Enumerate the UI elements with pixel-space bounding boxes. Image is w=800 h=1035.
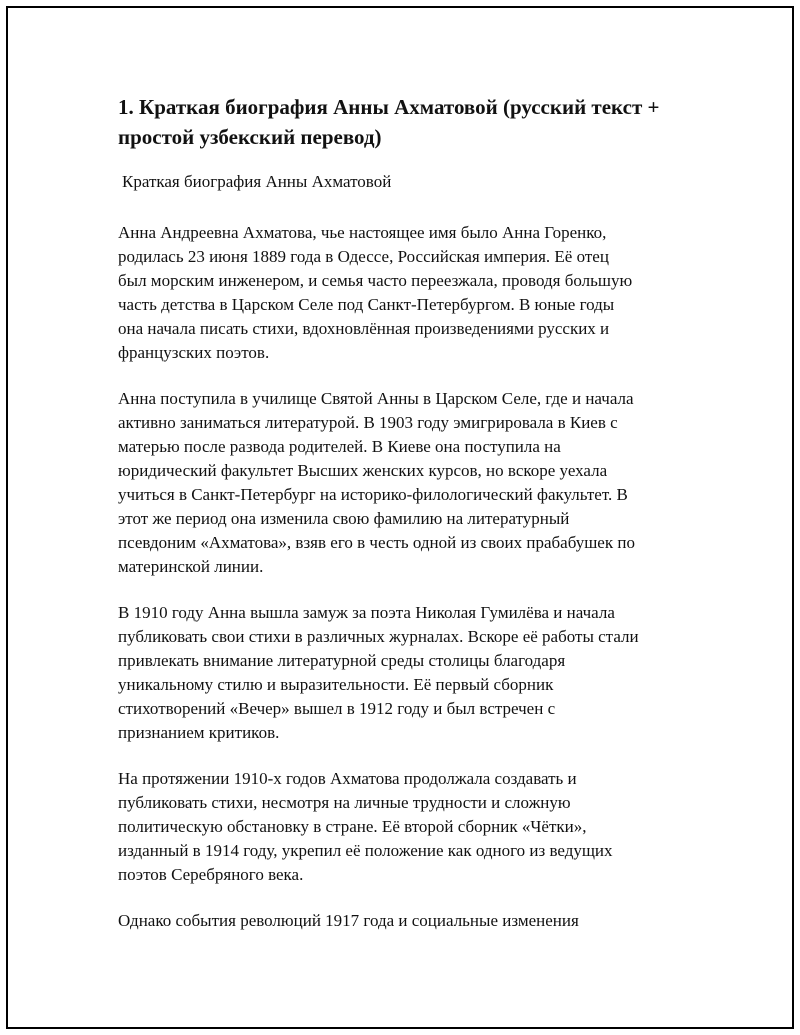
heading-line: 1. Краткая биография Анны Ахматовой (русский текст +: [118, 95, 660, 119]
text-line: публиковать свои стихи в различных журналах. Вскоре её работы стали: [118, 627, 639, 646]
text-line: псевдоним «Ахматова», взяв его в честь одной из своих прабабушек по: [118, 533, 635, 552]
text-line: Анна Андреевна Ахматова, чье настоящее имя было Анна Горенко,: [118, 223, 607, 242]
text-line: французских поэтов.: [118, 343, 270, 362]
paragraph-1: [118, 221, 688, 365]
text-line: учиться в Санкт-Петербург на историко-филологический факультет. В: [118, 485, 628, 504]
document-heading: [118, 92, 688, 152]
text-line: изданный в 1914 году, укрепил её положение как одного из ведущих: [118, 841, 613, 860]
text-line: родилась 23 июня 1889 года в Одессе, Российская империя. Её отец: [118, 247, 609, 266]
text-line: Однако события революций 1917 года и социальные изменения: [118, 911, 579, 930]
text-line: она начала писать стихи, вдохновлённая произведениями русских и: [118, 319, 610, 338]
text-line: уникальному стилю и выразительности. Её первый сборник: [118, 675, 554, 694]
text-line: часть детства в Царском Селе под Санкт-Петербургом. В юные годы: [118, 295, 615, 314]
text-line: стихотворений «Вечер» вышел в 1912 году и был встречен с: [118, 699, 556, 718]
text-line: На протяжении 1910-х годов Ахматова продолжала создавать и: [118, 769, 577, 788]
text-line: матерью после развода родителей. В Киеве она поступила на: [118, 437, 561, 456]
text-line: активно заниматься литературой. В 1903 году эмигрировала в Киев с: [118, 413, 618, 432]
text-line: юридический факультет Высших женских курсов, но вскоре уехала: [118, 461, 608, 480]
text-line: В 1910 году Анна вышла замуж за поэта Николая Гумилёва и начала: [118, 603, 615, 622]
text-line: Анна поступила в училище Святой Анны в Царском Селе, где и начала: [118, 389, 634, 408]
text-line: публиковать стихи, несмотря на личные трудности и сложную: [118, 793, 571, 812]
text-line: был морским инженером, и семья часто переезжала, проводя большую: [118, 271, 633, 290]
text-line: этот же период она изменила свою фамилию на литературный: [118, 509, 570, 528]
text-line: поэтов Серебряного века.: [118, 865, 304, 884]
heading-line: простой узбекский перевод): [118, 125, 382, 149]
paragraph-2: [118, 387, 688, 579]
text-line: материнской линии.: [118, 557, 264, 576]
text-line: политическую обстановку в стране. Её второй сборник «Чётки»,: [118, 817, 587, 836]
paragraph-3: [118, 601, 688, 745]
paragraph-4: [118, 767, 688, 887]
document-subheading: Краткая биография Анны Ахматовой: [122, 172, 392, 191]
paragraph-5: [118, 909, 688, 933]
document-body: [118, 92, 688, 933]
text-line: привлекать внимание литературной среды столицы благодаря: [118, 651, 566, 670]
text-line: признанием критиков.: [118, 723, 280, 742]
